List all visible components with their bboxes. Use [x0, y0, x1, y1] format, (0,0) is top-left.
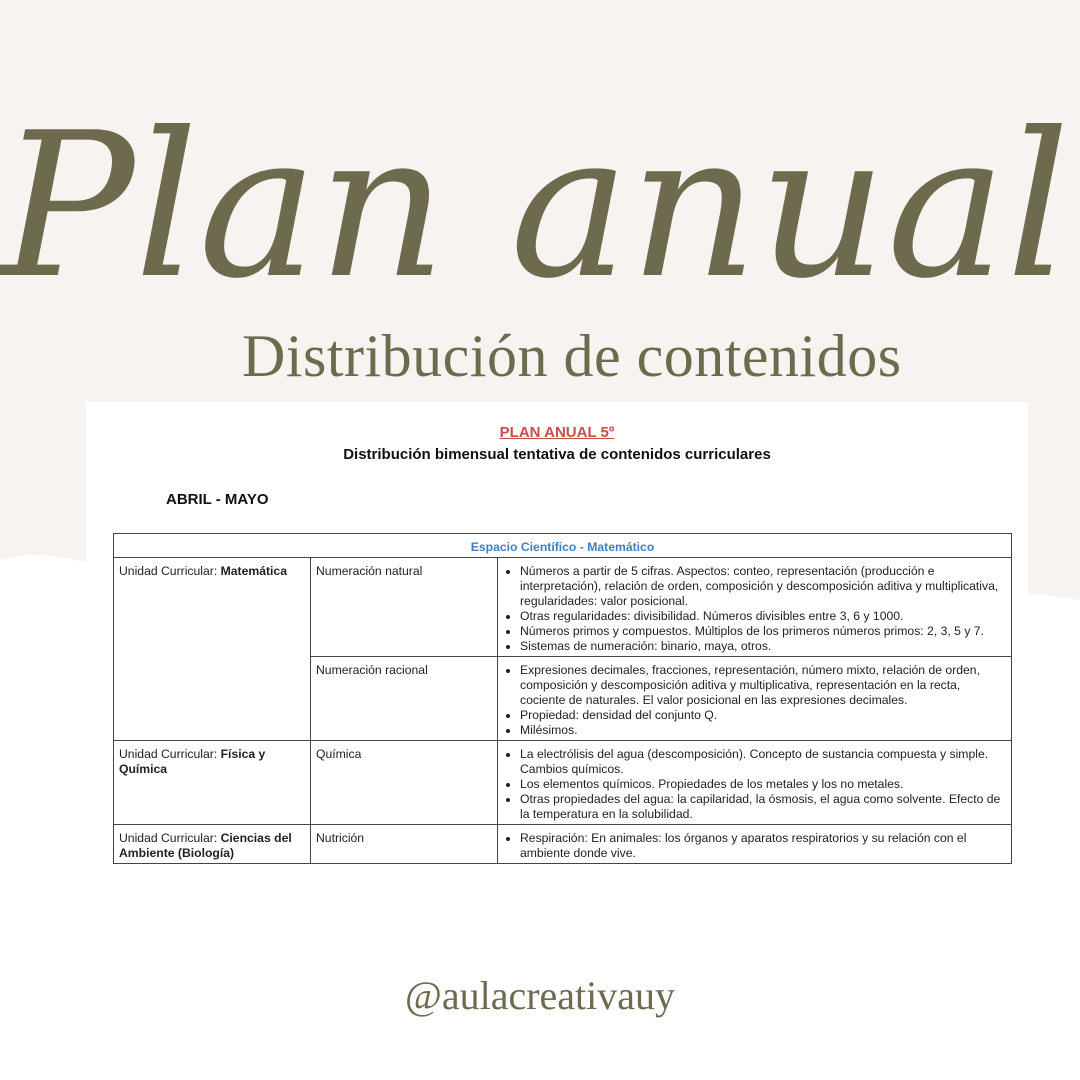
document-preview: [86, 402, 1028, 926]
content-list: [503, 747, 1006, 822]
curriculum-table: [113, 533, 1012, 864]
list-item: • Otras propiedades del agua: la capilaridad, la ósmosis, el agua como solvente. Efecto de la temperatura en la solubilidad.: [520, 792, 1006, 822]
table-header-row: [114, 534, 1012, 558]
table-row: [114, 825, 1012, 864]
topic-cell: Nutrición: [311, 825, 498, 864]
content-list: [503, 663, 1006, 738]
list-item: • Los elementos químicos. Propiedades de los metales y los no metales.: [520, 777, 1006, 792]
unit-name: Física y Química: [119, 747, 266, 776]
list-item: • Propiedad: densidad del conjunto Q.: [520, 708, 1006, 723]
period-label: ABRIL - MAYO: [166, 491, 269, 508]
instagram-handle: @aulacreativauy: [404, 973, 676, 1018]
space-header: Espacio Científico - Matemático: [114, 534, 1012, 558]
list-item: • Expresiones decimales, fracciones, representación, número mixto, relación de orden, composición y descomposición aditiva y multiplicativa, representación en la recta, cociente de naturales. El valor posicional en las expresiones decimales.: [520, 663, 1006, 708]
document-title: PLAN ANUAL 5º: [499, 424, 615, 441]
table-row: [114, 558, 1012, 657]
list-item: • Respiración: En animales: los órganos y aparatos respiratorios y su relación con el ambiente donde vive.: [520, 831, 1006, 861]
unit-name: Ciencias del Ambiente (Biología): [119, 831, 292, 860]
table-row: [114, 741, 1012, 825]
list-item: • La electrólisis del agua (descomposición). Concepto de sustancia compuesta y simple. Cambios químicos.: [520, 747, 1006, 777]
content-list: [503, 564, 1006, 654]
document-subtitle: Distribución bimensual tentativa de contenidos curriculares: [343, 446, 771, 463]
svg-text:Plan anual: Plan anual: [0, 90, 1071, 323]
list-item: • Milésimos.: [520, 723, 1006, 738]
content-cell: [498, 825, 1012, 864]
list-item: • Sistemas de numeración: binario, maya, otros.: [520, 639, 1006, 654]
unit-prefix: Unidad Curricular:: [119, 564, 218, 578]
content-list: [503, 831, 1006, 861]
unit-cell: [114, 558, 311, 741]
content-cell: [498, 741, 1012, 825]
unit-name: Matemática: [220, 564, 287, 578]
content-cell: [498, 657, 1012, 741]
unit-cell: [114, 741, 311, 825]
list-item: • Números a partir de 5 cifras. Aspectos: conteo, representación (producción e interpretación), relación de orden, composición y descomposición aditiva y multiplicativa, regularidades: valor posicional.: [520, 564, 1006, 609]
topic-cell: Química: [311, 741, 498, 825]
list-item: • Números primos y compuestos. Múltiplos de los primeros números primos: 2, 3, 5 y 7.: [520, 624, 1006, 639]
topic-cell: Numeración natural: [311, 558, 498, 657]
unit-prefix: Unidad Curricular:: [119, 831, 218, 845]
list-item: • Otras regularidades: divisibilidad. Números divisibles entre 3, 6 y 1000.: [520, 609, 1006, 624]
script-title: [0, 60, 1080, 360]
unit-prefix: Unidad Curricular:: [119, 747, 218, 761]
content-cell: [498, 558, 1012, 657]
unit-cell: [114, 825, 311, 864]
topic-cell: Numeración racional: [311, 657, 498, 741]
page-subtitle: Distribución de contenidos: [242, 323, 902, 389]
